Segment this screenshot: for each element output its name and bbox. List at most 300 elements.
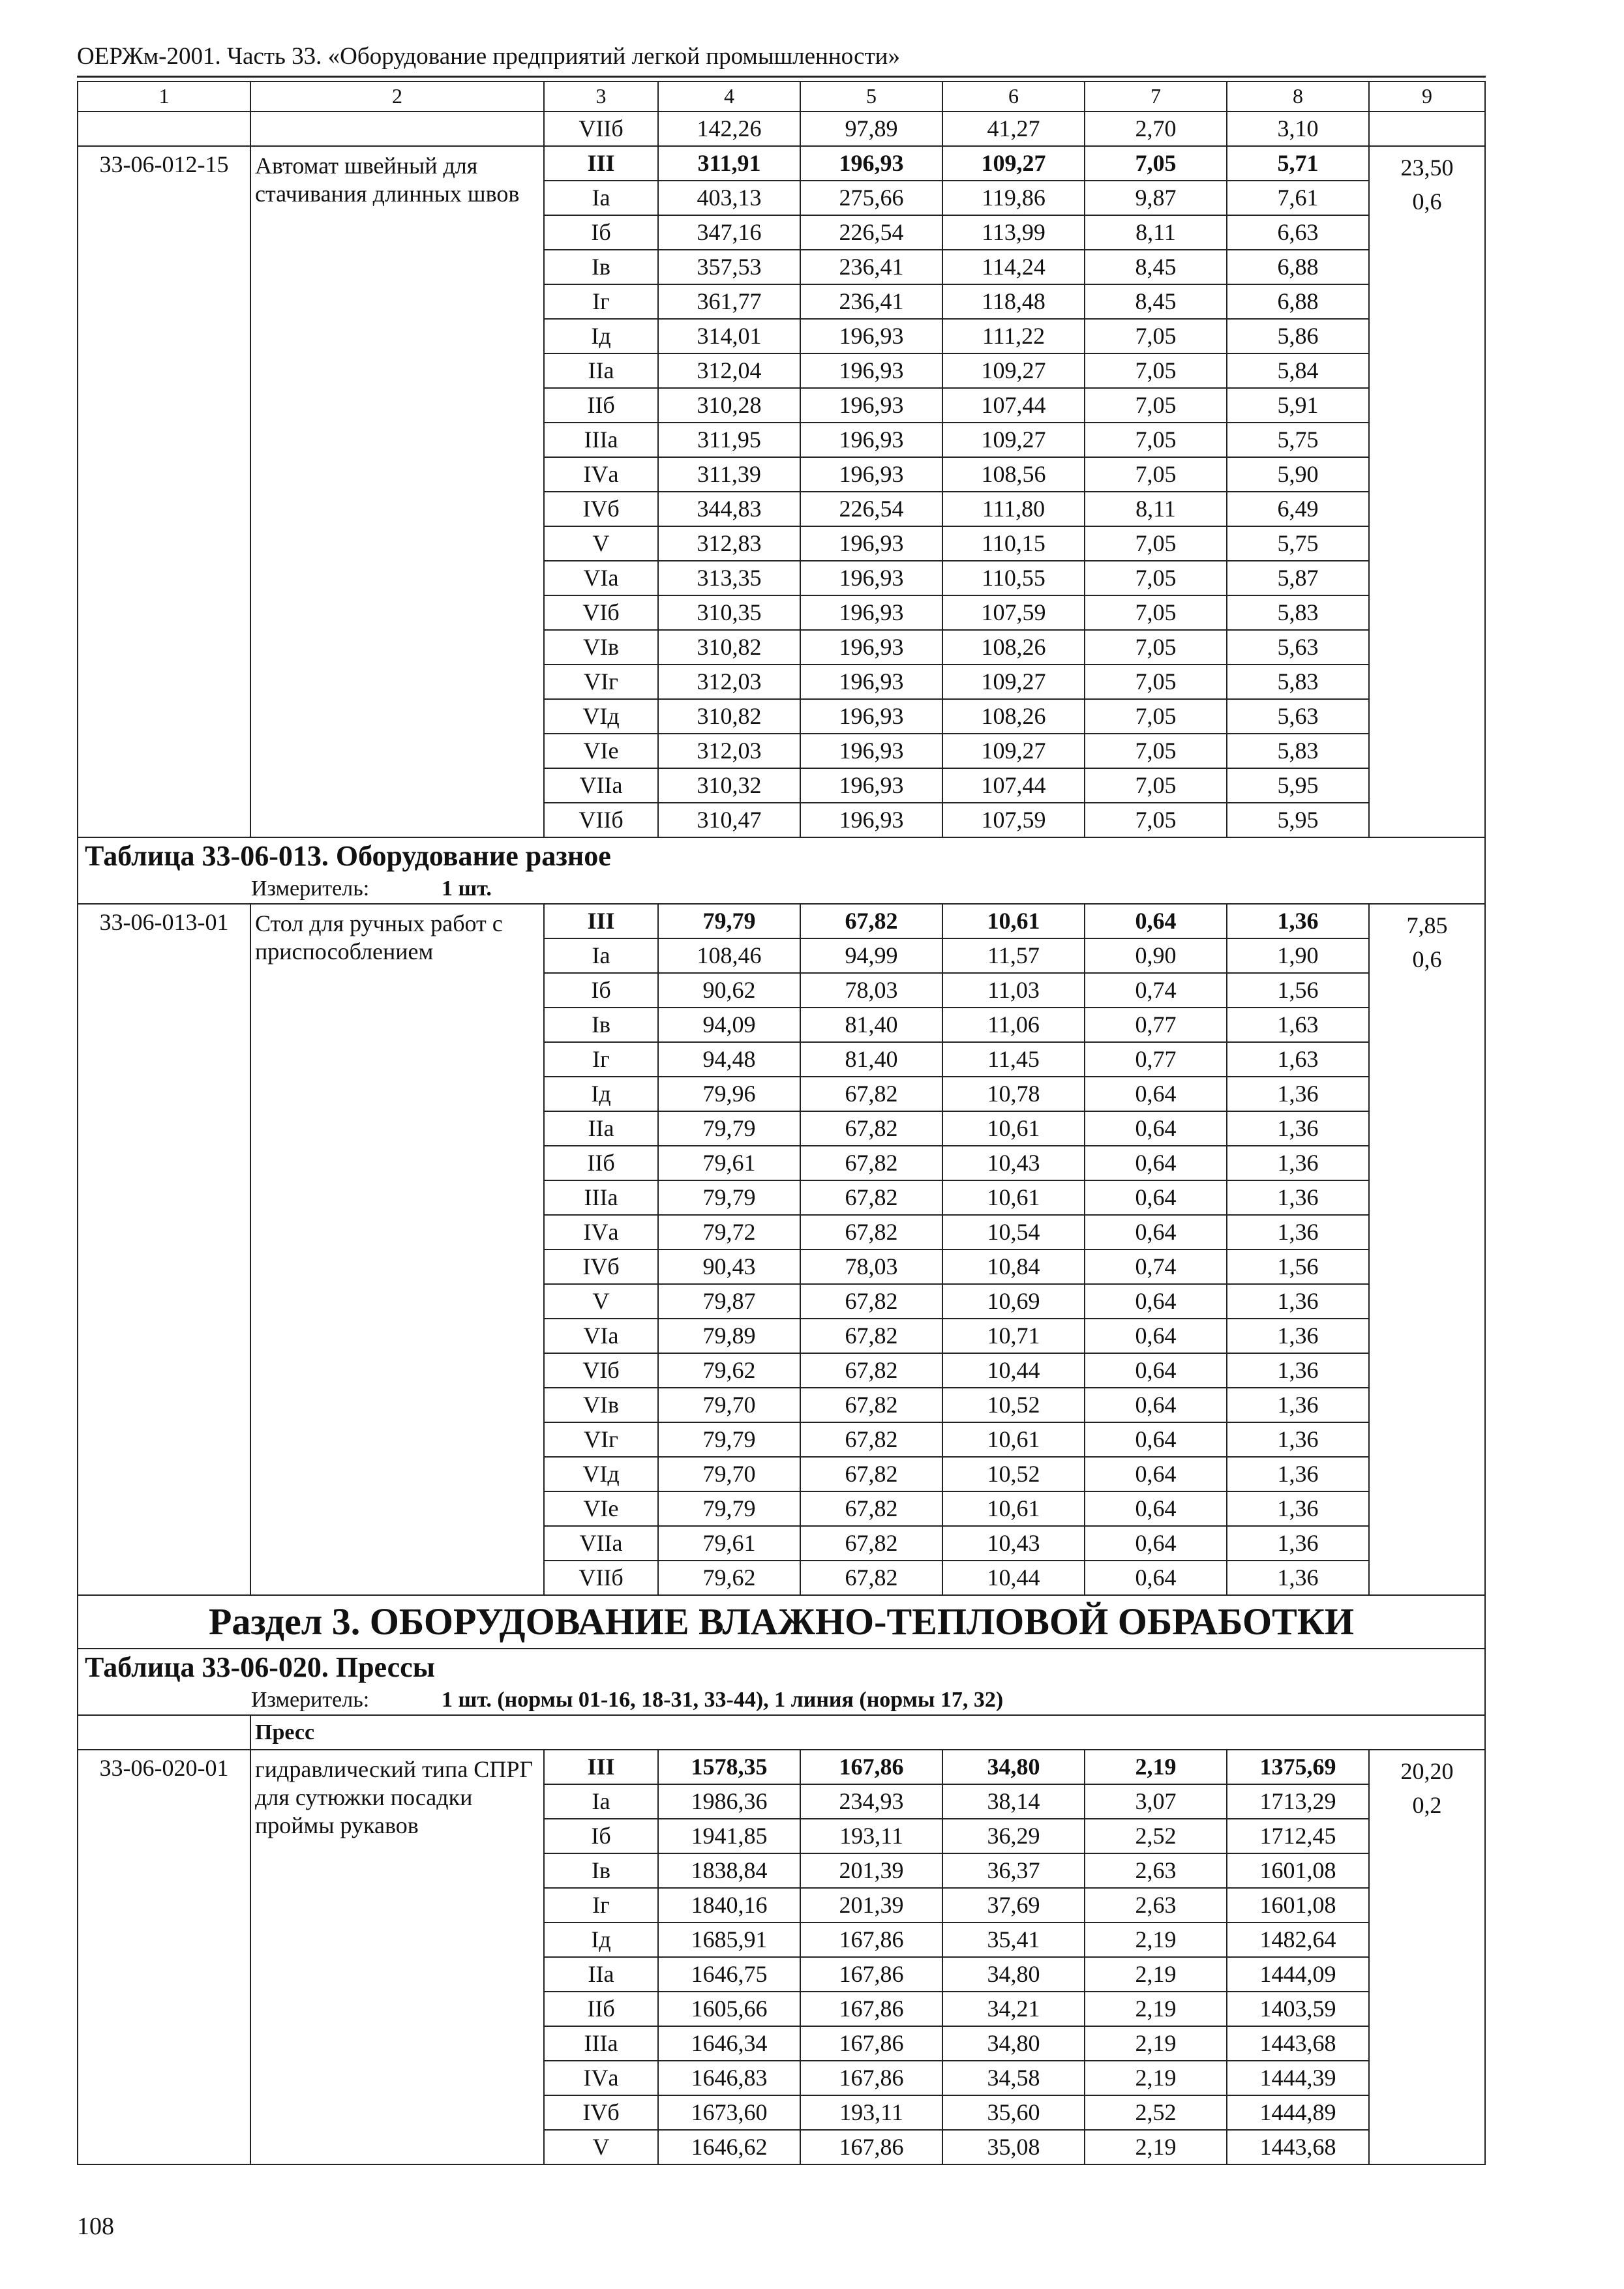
zone-cell: III: [544, 146, 658, 181]
value-cell: 167,86: [800, 2130, 942, 2164]
value-cell: 196,93: [800, 699, 942, 734]
rates-table-body: [78, 82, 1485, 2164]
value-cell: 11,57: [942, 938, 1085, 973]
value-cell: 67,82: [800, 1561, 942, 1595]
value-cell: 35,41: [942, 1922, 1085, 1957]
zone-cell: Iа: [544, 1784, 658, 1819]
value-cell: 196,93: [800, 803, 942, 837]
value-cell: 236,41: [800, 284, 942, 319]
value-cell: 109,27: [942, 423, 1085, 457]
value-cell: 6,88: [1227, 250, 1369, 284]
zone-cell: VIг: [544, 665, 658, 699]
value-cell: 2,52: [1085, 1819, 1227, 1853]
value-cell: 361,77: [658, 284, 800, 319]
zone-cell: VIв: [544, 1388, 658, 1422]
zone-cell: Iб: [544, 973, 658, 1008]
zone-cell: VIIб: [544, 1561, 658, 1595]
value-cell: 1,36: [1227, 904, 1369, 938]
zone-cell: VIб: [544, 595, 658, 630]
value-cell: 2,19: [1085, 2061, 1227, 2095]
section-row: [78, 1595, 1485, 1649]
code-cell: [78, 112, 250, 146]
zone-cell: VIа: [544, 561, 658, 595]
value-cell: 310,32: [658, 768, 800, 803]
zone-cell: Iв: [544, 250, 658, 284]
value-cell: 107,59: [942, 803, 1085, 837]
value-cell: 79,70: [658, 1457, 800, 1491]
value-cell: 110,15: [942, 526, 1085, 561]
value-cell: 1646,83: [658, 2061, 800, 2095]
value-cell: 67,82: [800, 1180, 942, 1215]
value-cell: 2,63: [1085, 1888, 1227, 1922]
table-title: Таблица 33-06-020. Прессы: [78, 1649, 1485, 1686]
value-cell: 1,36: [1227, 1319, 1369, 1353]
value-cell: 94,99: [800, 938, 942, 973]
value-cell: 3,10: [1227, 112, 1369, 146]
value-cell: 5,83: [1227, 665, 1369, 699]
zone-cell: VIIа: [544, 768, 658, 803]
value-cell: 10,61: [942, 1422, 1085, 1457]
value-cell: 196,93: [800, 457, 942, 492]
zone-cell: Iд: [544, 319, 658, 353]
zone-cell: VIIа: [544, 1526, 658, 1561]
value-cell: 79,87: [658, 1284, 800, 1319]
value-cell: 310,47: [658, 803, 800, 837]
value-cell: 7,05: [1085, 768, 1227, 803]
zone-cell: VIг: [544, 1422, 658, 1457]
zone-cell: IIIа: [544, 1180, 658, 1215]
zone-cell: VIIб: [544, 803, 658, 837]
zone-cell: Iб: [544, 1819, 658, 1853]
value-cell: 109,27: [942, 665, 1085, 699]
value-cell: 79,96: [658, 1077, 800, 1111]
value-cell: 67,82: [800, 1146, 942, 1180]
zone-cell: Iг: [544, 1888, 658, 1922]
value-cell: 196,93: [800, 526, 942, 561]
value-cell: 7,05: [1085, 457, 1227, 492]
value-cell: 3,07: [1085, 1784, 1227, 1819]
value-cell: 10,52: [942, 1457, 1085, 1491]
value-cell: 10,54: [942, 1215, 1085, 1249]
column-number: 2: [250, 82, 544, 112]
value-cell: 1444,39: [1227, 2061, 1369, 2095]
value-cell: 5,63: [1227, 699, 1369, 734]
value-cell: 0,74: [1085, 1249, 1227, 1284]
value-cell: 67,82: [800, 904, 942, 938]
zone-cell: VIа: [544, 1319, 658, 1353]
value-cell: 310,35: [658, 595, 800, 630]
table-title-row: [78, 1649, 1485, 1686]
value-cell: 5,71: [1227, 146, 1369, 181]
zone-cell: Iд: [544, 1922, 658, 1957]
zone-cell: VIв: [544, 630, 658, 665]
value-cell: 10,52: [942, 1388, 1085, 1422]
value-cell: 36,29: [942, 1819, 1085, 1853]
value-cell: 201,39: [800, 1888, 942, 1922]
value-cell: 67,82: [800, 1457, 942, 1491]
value-cell: 5,83: [1227, 595, 1369, 630]
value-cell: 9,87: [1085, 181, 1227, 215]
value-cell: 193,11: [800, 2095, 942, 2130]
value-cell: 1,63: [1227, 1008, 1369, 1042]
value-cell: 0,64: [1085, 1284, 1227, 1319]
zone-cell: V: [544, 526, 658, 561]
value-cell: 34,80: [942, 1957, 1085, 1992]
value-cell: 1,36: [1227, 1077, 1369, 1111]
zone-cell: IIIа: [544, 2026, 658, 2061]
value-cell: 7,05: [1085, 561, 1227, 595]
rates-table: [77, 81, 1486, 2165]
value-cell: 79,62: [658, 1353, 800, 1388]
value-cell: 114,24: [942, 250, 1085, 284]
value-cell: 11,45: [942, 1042, 1085, 1077]
zone-cell: VIе: [544, 734, 658, 768]
value-cell: 108,46: [658, 938, 800, 973]
zone-cell: Iб: [544, 215, 658, 250]
table-title-row: [78, 837, 1485, 875]
value-cell: 0,90: [1085, 938, 1227, 973]
zone-cell: Iв: [544, 1008, 658, 1042]
value-cell: 314,01: [658, 319, 800, 353]
zone-cell: VIIб: [544, 112, 658, 146]
value-cell: 79,79: [658, 904, 800, 938]
item-code: 33-06-012-15: [78, 146, 250, 837]
value-cell: 79,70: [658, 1388, 800, 1422]
value-cell: 118,48: [942, 284, 1085, 319]
value-cell: 0,77: [1085, 1042, 1227, 1077]
value-cell: 7,05: [1085, 665, 1227, 699]
value-cell: 196,93: [800, 319, 942, 353]
value-cell: 81,40: [800, 1042, 942, 1077]
zone-cell: Iг: [544, 1042, 658, 1077]
value-cell: 0,64: [1085, 1491, 1227, 1526]
value-cell: 108,56: [942, 457, 1085, 492]
value-cell: 313,35: [658, 561, 800, 595]
value-cell: 111,22: [942, 319, 1085, 353]
zone-cell: IIб: [544, 1146, 658, 1180]
zone-cell: IIб: [544, 1992, 658, 2026]
value-cell: 10,43: [942, 1526, 1085, 1561]
value-cell: 142,26: [658, 112, 800, 146]
value-cell: 7,05: [1085, 630, 1227, 665]
value-cell: 2,19: [1085, 2026, 1227, 2061]
value-cell: 1,36: [1227, 1284, 1369, 1319]
group-row: [78, 1715, 1485, 1750]
value-cell: 2,19: [1085, 2130, 1227, 2164]
value-cell: 79,89: [658, 1319, 800, 1353]
value-cell: 1443,68: [1227, 2130, 1369, 2164]
unit-value: 1 шт. (нормы 01-16, 18-31, 33-44), 1 линия (нормы 17, 32): [442, 1688, 1004, 1713]
value-cell: 7,05: [1085, 699, 1227, 734]
value-cell: 1601,08: [1227, 1853, 1369, 1888]
value-cell: 109,27: [942, 734, 1085, 768]
value-cell: 196,93: [800, 734, 942, 768]
value-cell: 81,40: [800, 1008, 942, 1042]
value-cell: 35,08: [942, 2130, 1085, 2164]
value-cell: 1646,75: [658, 1957, 800, 1992]
value-cell: 5,90: [1227, 457, 1369, 492]
value-cell: 0,64: [1085, 1561, 1227, 1595]
value-cell: 2,19: [1085, 1922, 1227, 1957]
value-cell: 67,82: [800, 1284, 942, 1319]
value-cell: 108,26: [942, 699, 1085, 734]
value-cell: 5,95: [1227, 803, 1369, 837]
value-cell: 2,52: [1085, 2095, 1227, 2130]
value-cell: 0,64: [1085, 1146, 1227, 1180]
value-cell: 226,54: [800, 492, 942, 526]
value-cell: 11,06: [942, 1008, 1085, 1042]
value-cell: 236,41: [800, 250, 942, 284]
zone-cell: IIб: [544, 388, 658, 423]
value-cell: 10,44: [942, 1561, 1085, 1595]
value-cell: 107,59: [942, 595, 1085, 630]
value-cell: 79,62: [658, 1561, 800, 1595]
value-cell: 79,61: [658, 1146, 800, 1180]
unit-cell: [78, 875, 1485, 904]
value-cell: 196,93: [800, 146, 942, 181]
value-cell: 0,64: [1085, 1077, 1227, 1111]
item-name: гидравлический типа СПРГ для сутюжки посадки проймы рукавов: [250, 1750, 544, 2164]
value-cell: 107,44: [942, 388, 1085, 423]
value-cell: 107,44: [942, 768, 1085, 803]
value-cell: 0,64: [1085, 1180, 1227, 1215]
value-cell: 1443,68: [1227, 2026, 1369, 2061]
value-cell: 1,90: [1227, 938, 1369, 973]
value-cell: 2,19: [1085, 1957, 1227, 1992]
value-cell: 10,61: [942, 1111, 1085, 1146]
section-title: Раздел 3. ОБОРУДОВАНИЕ ВЛАЖНО-ТЕПЛОВОЙ ОБРАБОТКИ: [78, 1595, 1485, 1649]
column-number: 7: [1085, 82, 1227, 112]
value-cell: 34,58: [942, 2061, 1085, 2095]
value-cell: 312,04: [658, 353, 800, 388]
value-cell: 167,86: [800, 1922, 942, 1957]
value-cell: 5,95: [1227, 768, 1369, 803]
value-cell: 11,03: [942, 973, 1085, 1008]
value-cell: 6,49: [1227, 492, 1369, 526]
value-cell: 1,36: [1227, 1111, 1369, 1146]
zone-cell: Iв: [544, 1853, 658, 1888]
value-cell: 38,14: [942, 1784, 1085, 1819]
value-cell: 41,27: [942, 112, 1085, 146]
value-cell: 0,77: [1085, 1008, 1227, 1042]
value-cell: 196,93: [800, 595, 942, 630]
value-cell: 2,19: [1085, 1750, 1227, 1784]
value-cell: 196,93: [800, 423, 942, 457]
value-cell: 196,93: [800, 768, 942, 803]
group-spacer: [78, 1715, 250, 1750]
value-cell: 5,75: [1227, 423, 1369, 457]
page-number: 108: [77, 2213, 114, 2240]
value-cell: 79,61: [658, 1526, 800, 1561]
value-cell: 78,03: [800, 1249, 942, 1284]
value-cell: 1713,29: [1227, 1784, 1369, 1819]
value-cell: 1601,08: [1227, 1888, 1369, 1922]
table-row: [78, 904, 1485, 938]
zone-cell: III: [544, 1750, 658, 1784]
value-cell: 1,56: [1227, 1249, 1369, 1284]
value-cell: 310,28: [658, 388, 800, 423]
value-cell: 1,36: [1227, 1180, 1369, 1215]
column-number: 6: [942, 82, 1085, 112]
value-cell: 2,63: [1085, 1853, 1227, 1888]
name-cell: [250, 112, 544, 146]
value-cell: 67,82: [800, 1353, 942, 1388]
value-cell: 1,36: [1227, 1353, 1369, 1388]
zone-cell: IVб: [544, 1249, 658, 1284]
value-cell: 167,86: [800, 1957, 942, 1992]
zone-cell: Iа: [544, 181, 658, 215]
value-cell: 10,44: [942, 1353, 1085, 1388]
value-cell: 311,95: [658, 423, 800, 457]
value-cell: 0,64: [1085, 1422, 1227, 1457]
zone-cell: VIд: [544, 1457, 658, 1491]
table-row: [78, 1750, 1485, 1784]
value-cell: 7,05: [1085, 734, 1227, 768]
zone-cell: IVа: [544, 1215, 658, 1249]
item-extra-1: 23,50: [1400, 155, 1454, 181]
zone-cell: VIб: [544, 1353, 658, 1388]
value-cell: 310,82: [658, 699, 800, 734]
column-number: 3: [544, 82, 658, 112]
zone-cell: V: [544, 2130, 658, 2164]
unit-label: Измеритель:: [251, 876, 370, 901]
value-cell: 8,11: [1085, 492, 1227, 526]
zone-cell: Iд: [544, 1077, 658, 1111]
table-row: [78, 146, 1485, 181]
value-cell: 10,69: [942, 1284, 1085, 1319]
value-cell: 1,36: [1227, 1491, 1369, 1526]
unit-cell: [78, 1686, 1485, 1715]
value-cell: 8,45: [1085, 284, 1227, 319]
value-cell: 94,48: [658, 1042, 800, 1077]
value-cell: 1,36: [1227, 1457, 1369, 1491]
value-cell: 1482,64: [1227, 1922, 1369, 1957]
extra-cell: [1369, 146, 1485, 837]
value-cell: 357,53: [658, 250, 800, 284]
value-cell: 97,89: [800, 112, 942, 146]
zone-cell: IIа: [544, 353, 658, 388]
value-cell: 1375,69: [1227, 1750, 1369, 1784]
value-cell: 1,36: [1227, 1526, 1369, 1561]
column-number: 5: [800, 82, 942, 112]
item-code: 33-06-020-01: [78, 1750, 250, 2164]
value-cell: 344,83: [658, 492, 800, 526]
value-cell: 1,63: [1227, 1042, 1369, 1077]
value-cell: 2,70: [1085, 112, 1227, 146]
value-cell: 8,45: [1085, 250, 1227, 284]
value-cell: 234,93: [800, 1784, 942, 1819]
table-row: [78, 112, 1485, 146]
value-cell: 0,64: [1085, 1111, 1227, 1146]
value-cell: 1646,34: [658, 2026, 800, 2061]
value-cell: 167,86: [800, 1992, 942, 2026]
value-cell: 1444,09: [1227, 1957, 1369, 1992]
value-cell: 10,61: [942, 1180, 1085, 1215]
value-cell: 196,93: [800, 353, 942, 388]
value-cell: 1,56: [1227, 973, 1369, 1008]
value-cell: 1,36: [1227, 1561, 1369, 1595]
unit-row: [78, 875, 1485, 904]
value-cell: 34,21: [942, 1992, 1085, 2026]
value-cell: 67,82: [800, 1215, 942, 1249]
extra-cell: [1369, 904, 1485, 1595]
zone-cell: IVб: [544, 492, 658, 526]
value-cell: 1941,85: [658, 1819, 800, 1853]
zone-cell: III: [544, 904, 658, 938]
value-cell: 0,74: [1085, 973, 1227, 1008]
value-cell: 0,64: [1085, 1457, 1227, 1491]
value-cell: 78,03: [800, 973, 942, 1008]
value-cell: 5,63: [1227, 630, 1369, 665]
value-cell: 111,80: [942, 492, 1085, 526]
column-numbers-row: [78, 82, 1485, 112]
zone-cell: IIа: [544, 1957, 658, 1992]
item-extra-2: 0,2: [1412, 1792, 1442, 1819]
zone-cell: Iа: [544, 938, 658, 973]
value-cell: 347,16: [658, 215, 800, 250]
value-cell: 109,27: [942, 353, 1085, 388]
value-cell: 0,64: [1085, 1526, 1227, 1561]
value-cell: 7,05: [1085, 595, 1227, 630]
value-cell: 7,05: [1085, 319, 1227, 353]
value-cell: 1403,59: [1227, 1992, 1369, 2026]
value-cell: 7,05: [1085, 423, 1227, 457]
column-number: 4: [658, 82, 800, 112]
value-cell: 10,61: [942, 1491, 1085, 1526]
value-cell: 79,79: [658, 1491, 800, 1526]
value-cell: 7,05: [1085, 353, 1227, 388]
value-cell: 193,11: [800, 1819, 942, 1853]
value-cell: 275,66: [800, 181, 942, 215]
value-cell: 0,64: [1085, 1215, 1227, 1249]
value-cell: 67,82: [800, 1077, 942, 1111]
value-cell: 7,05: [1085, 146, 1227, 181]
value-cell: 34,80: [942, 2026, 1085, 2061]
zone-cell: IVб: [544, 2095, 658, 2130]
value-cell: 167,86: [800, 1750, 942, 1784]
value-cell: 10,43: [942, 1146, 1085, 1180]
value-cell: 5,91: [1227, 388, 1369, 423]
value-cell: 35,60: [942, 2095, 1085, 2130]
value-cell: 5,86: [1227, 319, 1369, 353]
value-cell: 109,27: [942, 146, 1085, 181]
value-cell: 119,86: [942, 181, 1085, 215]
value-cell: 196,93: [800, 665, 942, 699]
value-cell: 94,09: [658, 1008, 800, 1042]
value-cell: 10,71: [942, 1319, 1085, 1353]
table-title: Таблица 33-06-013. Оборудование разное: [78, 837, 1485, 875]
column-number: 9: [1369, 82, 1485, 112]
value-cell: 67,82: [800, 1491, 942, 1526]
value-cell: 167,86: [800, 2026, 942, 2061]
value-cell: 1,36: [1227, 1388, 1369, 1422]
value-cell: 196,93: [800, 388, 942, 423]
value-cell: 1646,62: [658, 2130, 800, 2164]
unit-value: 1 шт.: [442, 876, 492, 901]
value-cell: 67,82: [800, 1422, 942, 1457]
value-cell: 79,79: [658, 1111, 800, 1146]
item-name: Автомат швейный для стачивания длинных швов: [250, 146, 544, 837]
value-cell: 0,64: [1085, 1353, 1227, 1388]
value-cell: 113,99: [942, 215, 1085, 250]
value-cell: 10,61: [942, 904, 1085, 938]
value-cell: 79,79: [658, 1422, 800, 1457]
zone-cell: IVа: [544, 457, 658, 492]
value-cell: 7,61: [1227, 181, 1369, 215]
value-cell: 1,36: [1227, 1215, 1369, 1249]
extra-cell: [1369, 1750, 1485, 2164]
value-cell: 1838,84: [658, 1853, 800, 1888]
